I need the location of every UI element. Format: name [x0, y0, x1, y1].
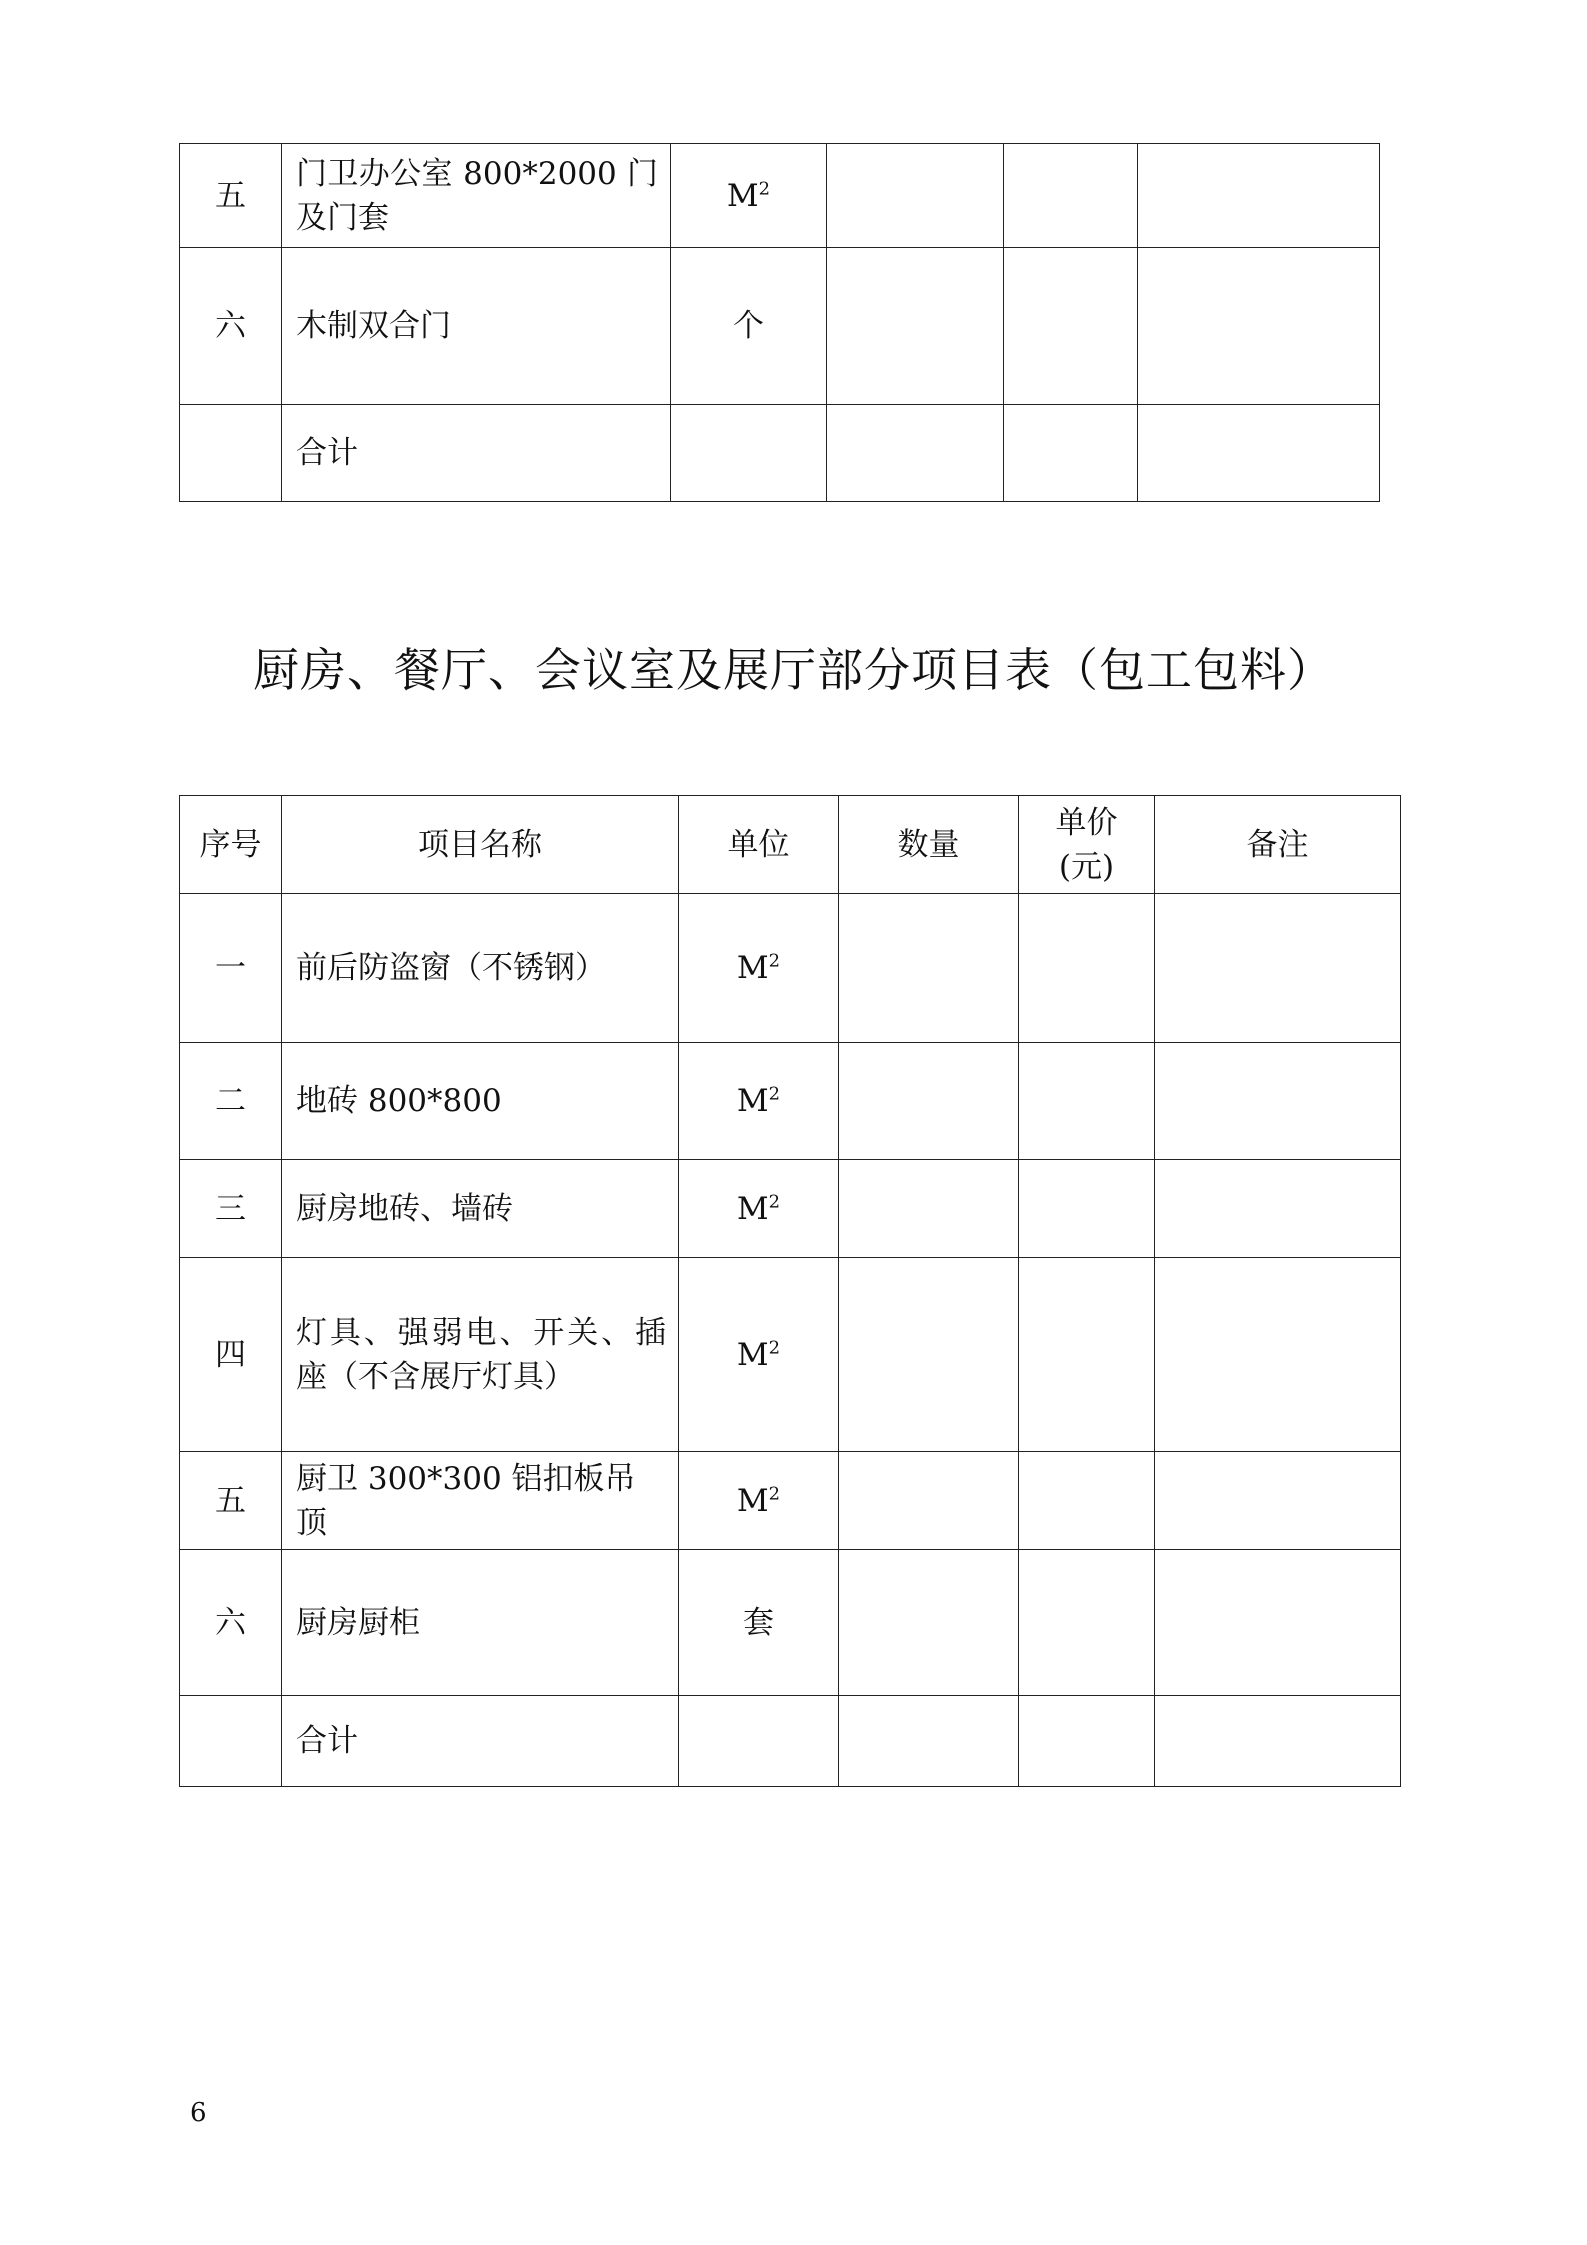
- seq-cell: [180, 1696, 282, 1787]
- item-name-cell: 木制双合门: [282, 248, 671, 405]
- page-number: 6: [190, 2098, 207, 2128]
- unit-cell: [671, 405, 827, 502]
- item-name-cell: 厨房地砖、墙砖: [282, 1160, 679, 1258]
- unit-text: M: [736, 1190, 769, 1227]
- header-seq: 序号: [180, 796, 282, 894]
- seq-cell: 四: [180, 1258, 282, 1452]
- remark-cell: [1155, 894, 1401, 1043]
- remark-cell: [1138, 144, 1380, 248]
- unit-cell: [679, 1258, 839, 1452]
- unit-text: 套: [743, 1604, 774, 1641]
- quantity-cell: [827, 405, 1004, 502]
- price-cell: [1019, 1550, 1155, 1696]
- item-name-cell: 厨卫 300*300 铝扣板吊顶: [282, 1452, 679, 1550]
- seq-cell: 五: [180, 1452, 282, 1550]
- price-cell: [1019, 1696, 1155, 1787]
- header-unit: 单位: [679, 796, 839, 894]
- price-cell: [1019, 1160, 1155, 1258]
- table-row: [180, 894, 1401, 1043]
- quantity-cell: [839, 1160, 1019, 1258]
- price-cell: [1019, 894, 1155, 1043]
- unit-text: M: [726, 177, 759, 214]
- continued-items-table: [179, 143, 1380, 502]
- seq-cell: 六: [180, 248, 282, 405]
- item-name-cell: 门卫办公室 800*2000 门及门套: [282, 144, 671, 248]
- seq-cell: [180, 405, 282, 502]
- unit-superscript: 2: [758, 178, 771, 200]
- item-name-cell: 灯具、强弱电、开关、插座（不含展厅灯具）: [282, 1258, 679, 1452]
- unit-text: 个: [733, 308, 764, 344]
- unit-text: M: [736, 1482, 769, 1519]
- quantity-cell: [827, 144, 1004, 248]
- remark-cell: [1155, 1043, 1401, 1160]
- seq-cell: 六: [180, 1550, 282, 1696]
- price-cell: [1019, 1258, 1155, 1452]
- total-label-cell: 合计: [282, 405, 671, 502]
- unit-superscript: 2: [768, 1083, 781, 1105]
- unit-text: M: [736, 950, 769, 986]
- remark-cell: [1155, 1258, 1401, 1452]
- header-name: 项目名称: [282, 796, 679, 894]
- price-cell: [1004, 248, 1138, 405]
- quantity-cell: [839, 1696, 1019, 1787]
- remark-cell: [1138, 248, 1380, 405]
- quantity-cell: [839, 1452, 1019, 1550]
- seq-cell: 二: [180, 1043, 282, 1160]
- remark-cell: [1155, 1452, 1401, 1550]
- unit-superscript: 2: [768, 950, 781, 972]
- quantity-cell: [839, 1550, 1019, 1696]
- header-price: 单价(元): [1019, 796, 1155, 894]
- unit-cell: [679, 1550, 839, 1696]
- price-cell: [1019, 1452, 1155, 1550]
- price-cell: [1004, 144, 1138, 248]
- header-quantity: 数量: [839, 796, 1019, 894]
- unit-cell: [671, 144, 827, 248]
- item-name-cell: 厨房厨柜: [282, 1550, 679, 1696]
- table-row: [180, 405, 1380, 502]
- table-row: [180, 1258, 1401, 1452]
- remark-cell: [1155, 1160, 1401, 1258]
- unit-cell: [679, 1452, 839, 1550]
- table-row: [180, 1160, 1401, 1258]
- table-row: [180, 1452, 1401, 1550]
- unit-cell: [679, 1696, 839, 1787]
- table-row: [180, 1043, 1401, 1160]
- header-remark: 备注: [1155, 796, 1401, 894]
- price-cell: [1019, 1043, 1155, 1160]
- quantity-cell: [839, 1258, 1019, 1452]
- item-name-cell: 地砖 800*800: [282, 1043, 679, 1160]
- seq-cell: 五: [180, 144, 282, 248]
- remark-cell: [1155, 1550, 1401, 1696]
- seq-cell: 一: [180, 894, 282, 1043]
- table-row: [180, 248, 1380, 405]
- table-row: [180, 1696, 1401, 1787]
- quantity-cell: [827, 248, 1004, 405]
- unit-cell: [679, 1043, 839, 1160]
- unit-cell: [679, 1160, 839, 1258]
- quantity-cell: [839, 1043, 1019, 1160]
- unit-cell: [679, 894, 839, 1043]
- price-cell: [1004, 405, 1138, 502]
- total-label-cell: 合计: [282, 1696, 679, 1787]
- unit-superscript: 2: [768, 1337, 781, 1359]
- unit-superscript: 2: [768, 1191, 781, 1213]
- seq-cell: 三: [180, 1160, 282, 1258]
- table-row: [180, 144, 1380, 248]
- remark-cell: [1155, 1696, 1401, 1787]
- unit-text: M: [736, 1336, 769, 1373]
- item-name-cell: 前后防盗窗（不锈钢）: [282, 894, 679, 1043]
- unit-cell: [671, 248, 827, 405]
- quantity-cell: [839, 894, 1019, 1043]
- remark-cell: [1138, 405, 1380, 502]
- unit-superscript: 2: [768, 1483, 781, 1505]
- section-title: 厨房、餐厅、会议室及展厅部分项目表（包工包料）: [253, 643, 1334, 697]
- table-header-row: [180, 796, 1401, 894]
- kitchen-items-table: [179, 795, 1401, 1787]
- unit-text: M: [736, 1083, 769, 1119]
- table-row: [180, 1550, 1401, 1696]
